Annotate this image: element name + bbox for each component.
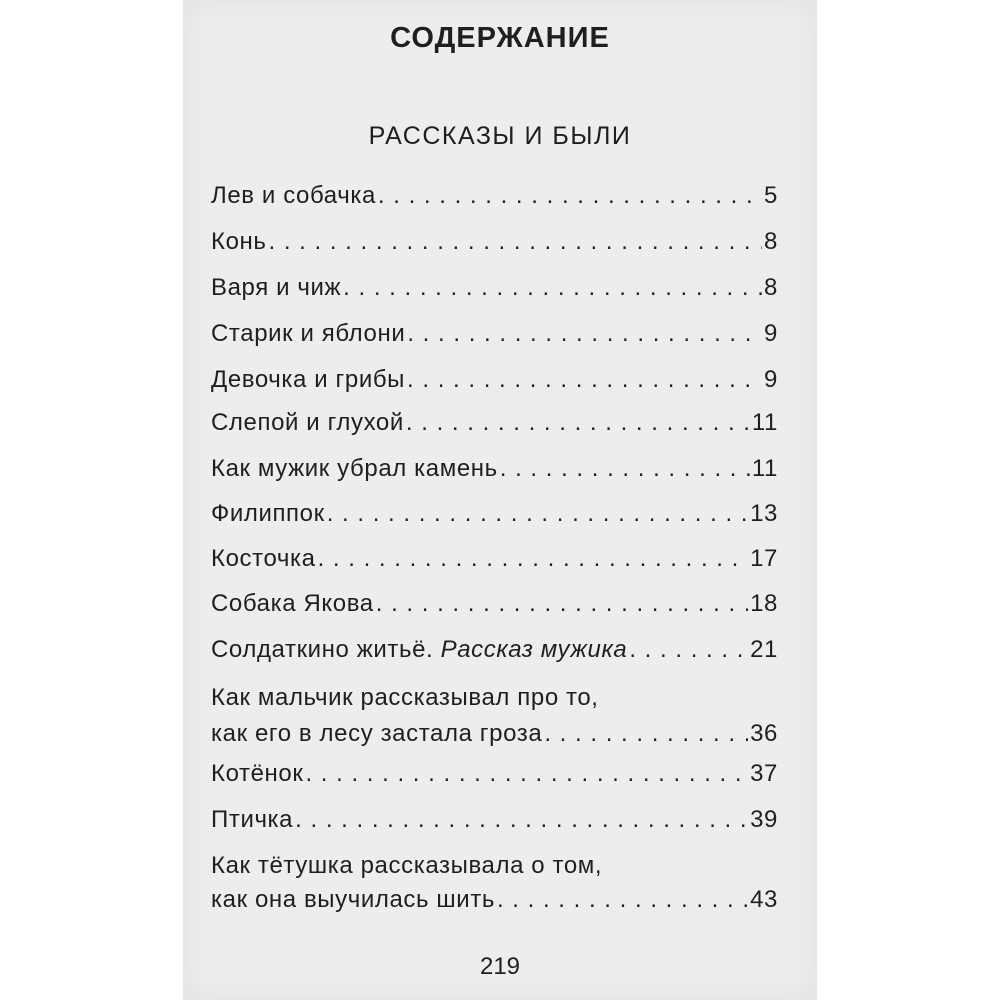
toc-entry <box>211 851 778 915</box>
leader-dots <box>406 408 750 438</box>
toc-entry-page: 43 <box>750 886 778 913</box>
toc-entry-title: Филиппок <box>211 500 325 527</box>
leader-dots <box>497 885 748 915</box>
leader-dots <box>500 454 750 484</box>
toc-entry <box>211 589 778 619</box>
toc-entry-title: Птичка <box>211 806 294 833</box>
toc-entry-title: Котёнок <box>211 760 304 787</box>
leader-dots <box>376 589 748 619</box>
toc-entry-page: 18 <box>750 590 778 617</box>
toc-entry <box>211 683 778 749</box>
leader-dots <box>295 805 748 835</box>
contents-heading: СОДЕРЖАНИЕ <box>390 22 610 54</box>
toc-entry-title: Собака Якова <box>211 590 374 617</box>
toc-entry-title: Как мужик убрал камень <box>211 455 498 482</box>
toc-entry-title-line2: как его в лесу застала гроза <box>211 720 543 747</box>
toc-entry-page: 11 <box>751 455 778 482</box>
toc-entry <box>211 454 778 484</box>
toc-entry-page: 36 <box>750 720 778 747</box>
toc-entry-page: 11 <box>751 409 778 436</box>
toc-entry-title-line1: Как тётушка рассказывала о том, <box>211 852 603 879</box>
leader-dots <box>378 181 762 211</box>
toc-entry <box>211 544 778 574</box>
leader-dots <box>544 719 748 749</box>
toc-entry <box>211 499 778 529</box>
toc-entry <box>211 635 778 665</box>
leader-dots <box>305 759 748 789</box>
leader-dots <box>318 544 749 574</box>
toc-entry-page: 8 <box>764 228 778 255</box>
toc-entry-title: Косточка <box>211 545 316 572</box>
toc-entry <box>211 408 778 438</box>
toc-entry-title: Варя и чиж <box>211 274 342 301</box>
toc-entry-page: 39 <box>750 806 778 833</box>
toc-entry-page: 17 <box>750 545 778 572</box>
toc-entry <box>211 805 778 835</box>
leader-dots <box>407 365 762 395</box>
toc-entry <box>211 365 778 395</box>
toc-entry-title-line2: как она выучилась шить <box>211 886 495 913</box>
leader-dots <box>343 273 762 303</box>
toc-entry-title: Лев и собачка <box>211 182 376 209</box>
toc-entry-title: Девочка и грибы <box>211 366 406 393</box>
toc-entry <box>211 181 778 211</box>
toc-entry-title-line1: Как мальчик рассказывал про то, <box>211 684 599 711</box>
page-number: 219 <box>479 953 521 980</box>
leader-dots <box>629 635 748 665</box>
section-heading: РАССКАЗЫ И БЫЛИ <box>368 122 632 150</box>
toc-entry-page: 9 <box>764 366 778 393</box>
leader-dots <box>269 227 763 257</box>
toc-entry <box>211 759 778 789</box>
toc-entry-page: 13 <box>750 500 778 527</box>
toc-entry-page: 37 <box>750 760 778 787</box>
toc-entry-page: 5 <box>764 182 778 209</box>
toc-entry-page: 9 <box>764 320 778 347</box>
toc-entry-subtitle: Рассказ мужика <box>440 636 628 663</box>
leader-dots <box>327 499 748 529</box>
toc-entry-page: 21 <box>750 636 778 663</box>
toc-entry-title: Солдаткино житьё. <box>211 636 434 663</box>
toc-entry <box>211 319 778 349</box>
toc-entry-title: Конь <box>211 228 267 255</box>
toc-entry-page: 8 <box>764 274 778 301</box>
toc-entry-title: Старик и яблони <box>211 320 406 347</box>
toc-entry <box>211 273 778 303</box>
toc-entry-title: Слепой и глухой <box>211 409 404 436</box>
toc-entry <box>211 227 778 257</box>
leader-dots <box>407 319 762 349</box>
